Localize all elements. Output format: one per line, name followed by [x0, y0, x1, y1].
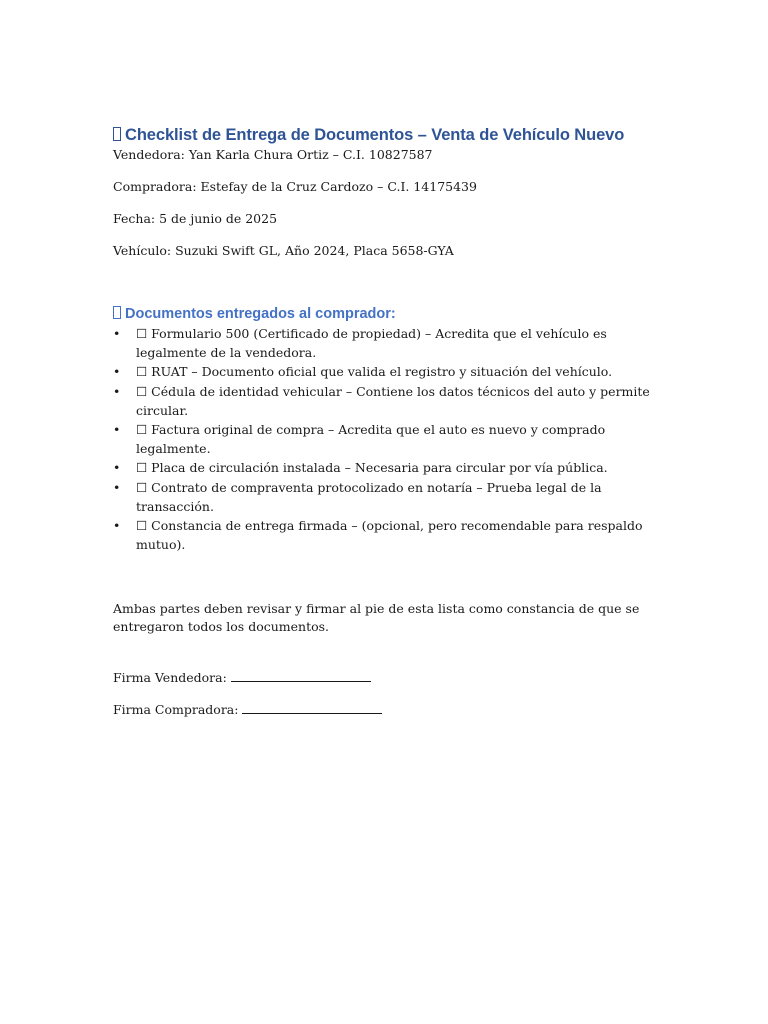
- buyer-signature-label: Firma Compradora:: [113, 702, 239, 718]
- list-item-text: ☐ Factura original de compra – Acredita que el auto es nuevo y comprado legalmente.: [136, 422, 606, 457]
- bullet-icon: •: [113, 383, 121, 399]
- list-item: [113, 362, 673, 381]
- documents-section: [113, 304, 673, 554]
- bullet-icon: •: [113, 422, 121, 438]
- bullet-icon: •: [113, 364, 121, 380]
- signatures: [113, 669, 673, 719]
- documents-list: [113, 324, 673, 554]
- document-body: [113, 124, 673, 733]
- document-title-text: Checklist de Entrega de Documentos – Venta de Vehículo Nuevo: [125, 126, 625, 144]
- bullet-icon: •: [113, 326, 121, 341]
- list-item: [113, 478, 673, 516]
- list-item-text: ☐ Constancia de entrega firmada – (opcional, pero recomendable para respaldo mutuo).: [136, 518, 643, 553]
- documents-heading: [113, 304, 673, 324]
- list-item: [113, 516, 673, 554]
- date-line: Fecha: 5 de junio de 2025: [113, 211, 278, 226]
- buyer-signature-line: [242, 702, 382, 714]
- list-item: [113, 458, 673, 477]
- list-item-text: ☐ Formulario 500 (Certificado de propiedad) – Acredita que el vehículo es legalmente de la vendedora.: [136, 326, 607, 361]
- seller-signature-label: Firma Vendedora:: [113, 670, 227, 686]
- list-item: [113, 382, 673, 420]
- list-item: [113, 324, 673, 362]
- bullet-icon: •: [113, 518, 121, 534]
- list-item-text: ☐ Contrato de compraventa protocolizado en notaría – Prueba legal de la transacción.: [136, 479, 602, 514]
- list-item-text: ☐ Placa de circulación instalada – Necesaria para circular por vía pública.: [136, 460, 608, 476]
- documents-heading-text: Documentos entregados al comprador:: [125, 306, 396, 322]
- seller-signature: [113, 669, 673, 687]
- sale-info: [113, 146, 673, 260]
- seller-signature-line: [231, 670, 371, 682]
- list-item-text: ☐ RUAT – Documento oficial que valida el registro y situación del vehículo.: [136, 364, 613, 380]
- instructions-note: Ambas partes deben revisar y firmar al pie de esta lista como constancia de que se entregaron todos los documentos.: [113, 601, 640, 635]
- vehicle-line: Vehículo: Suzuki Swift GL, Año 2024, Placa 5658-GYA: [113, 243, 454, 258]
- missing-glyph-icon: [113, 127, 121, 141]
- document-title: [113, 124, 673, 146]
- buyer-signature: [113, 701, 673, 719]
- list-item-text: ☐ Cédula de identidad vehicular – Contiene los datos técnicos del auto y permite circular.: [136, 383, 650, 418]
- bullet-icon: •: [113, 460, 121, 476]
- list-item: [113, 420, 673, 458]
- missing-glyph-icon: [113, 306, 121, 319]
- seller-line: Vendedora: Yan Karla Chura Ortiz – C.I. 10827587: [113, 147, 433, 162]
- buyer-line: Compradora: Estefay de la Cruz Cardozo – C.I. 14175439: [113, 179, 477, 194]
- bullet-icon: •: [113, 479, 121, 495]
